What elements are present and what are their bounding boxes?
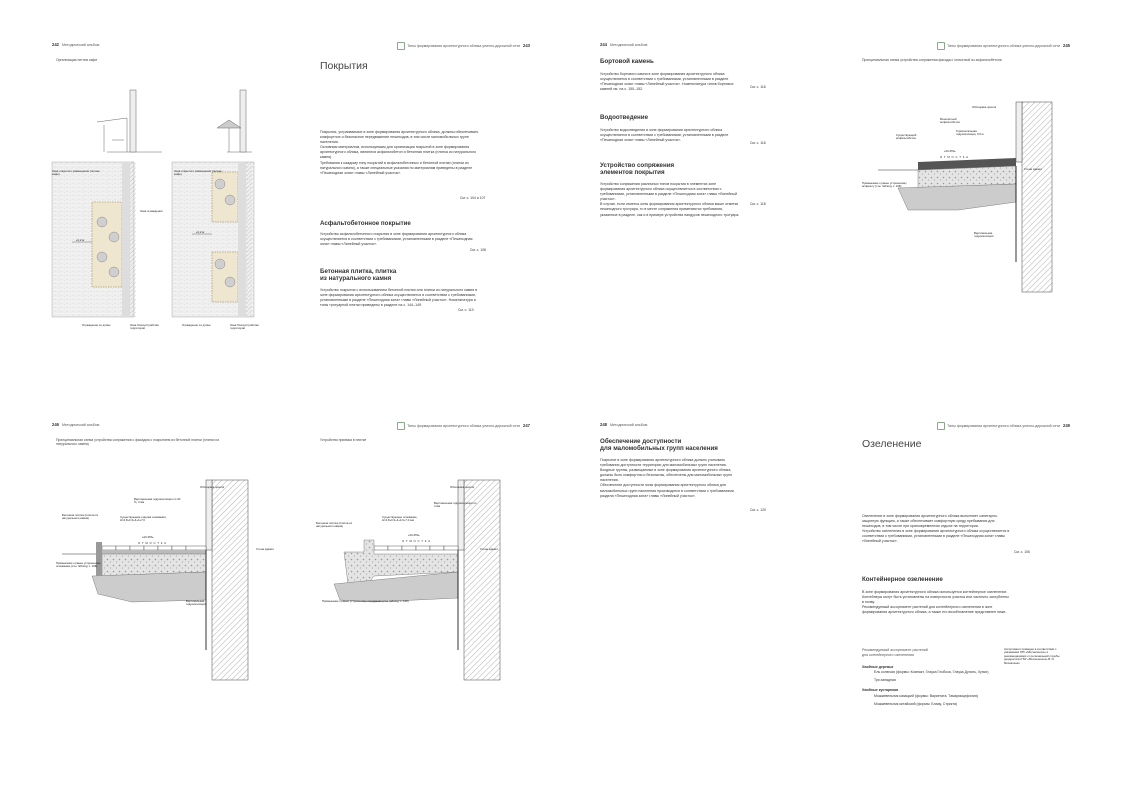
spread-246-247 <box>52 422 530 762</box>
spread-242-243 <box>52 42 530 382</box>
side-reference: См. с. 116 <box>750 85 766 89</box>
side-reference: См. с. 106 <box>1014 550 1030 554</box>
logo-icon <box>397 422 405 430</box>
drawing-label: Вертикальная гидроизоляция <box>974 231 994 239</box>
drawing-label: Вертикальная гидроизоляция <box>186 599 206 607</box>
subsection-title: Контейнерное озеленение <box>862 576 943 583</box>
spread-244-245 <box>600 42 1070 382</box>
page-header <box>396 42 530 52</box>
page-number: 244 <box>600 42 607 47</box>
drawing-label: Существующий асфальтобетон <box>896 133 917 141</box>
drawing-label: Зона открытого размещения (летнее кафе) <box>52 169 100 177</box>
subsection-title: Обеспечение доступности для маломобильных групп населения <box>600 438 718 453</box>
logo-icon <box>937 42 945 50</box>
subsection-title: Бортовой камень <box>600 58 654 65</box>
page-header <box>52 42 99 52</box>
drawing-label: Стена здания <box>480 547 498 551</box>
list-title: Рекомендуемый ассортимент растений для контейнерного озеленения <box>862 648 928 658</box>
page-number: 246 <box>52 422 59 427</box>
side-reference: См. с. 118 <box>750 202 766 206</box>
section-title: Покрытия <box>320 60 368 72</box>
page-header <box>396 422 530 432</box>
subsection-title: Устройство сопряжения элементов покрытия <box>600 162 675 177</box>
figure-caption: Устройство приямка в плитке <box>320 438 367 442</box>
side-reference: См. с. 108 <box>470 248 486 252</box>
slope-label: ≥10-25‰ <box>944 149 956 153</box>
drawing-label: Зона благоустройства территории <box>130 323 159 331</box>
body-text: Устройство бортового камня в зоне формирования архитектурного облика осуществляется в соответствии с требованиями, установленными в разделе «Пешеходная зона» главы «Линейный участок». Номенклатура типов бортовых камней см. на с. 150–152. <box>600 72 734 92</box>
body-text: Покрытие в зоне формирования архитектурного облика должно учитывать требования доступности территории для маломобильных групп населения. Входные группы, размещаемые в зоне формирования архитектурного облика, должны быть комфортны и безопасны, обеспечены для маломобильных групп населения. Обеспечение доступности зоны формирования архитектурного облика для маломобильных групп населения производится в соответствии с требованиями раздела «Пешеходная зона» главы «Линейный участок». <box>600 458 734 498</box>
drawing-label: Зона ограждения <box>140 209 163 213</box>
page-number: 247 <box>523 422 530 428</box>
page-number: 248 <box>600 422 607 427</box>
header-title: Типы формирования архитектурного облика улично-дорожной сети <box>407 423 520 428</box>
subsection-title: Асфальтобетонное покрытие <box>320 220 411 227</box>
list-item: Туя западная <box>874 678 896 683</box>
header-title: Типы формирования архитектурного облика улично-дорожной сети <box>947 423 1060 428</box>
side-note: Ассортимент приведен в соответствии с указаниями ГБУ «Мосзеленхоз» и рекомендациями от региональной службы дендрологии ГБУ «Мосзеленхоз» В. И. Москаленко <box>1004 647 1060 665</box>
otmostka-label: О Т М О С Т К А <box>402 539 431 543</box>
drawing-label: Облицовка цоколя <box>200 485 225 489</box>
figure-caption: Организация летних кафе <box>56 58 98 62</box>
body-text: Покрытия, устраиваемые в зоне формирования архитектурного облика, должны обеспечивать комфортное и безопасное передвижение пешеходов, в том числе маломобильных групп населения. Основным материалом, используемым для организации покрытий в зоне формирования архитектурного облика, являются асфальтобетон и бетонная плитка (плитка из натурального камня). Требования к каждому типу покрытий в асфальтобетонных и бетонной плитки (плитки из натурального камня), а также специальные указания по материалам приведены в разделе «Пешеходная зона» главы «Линейный участок». <box>320 130 479 175</box>
body-text: Устройство водоотведения в зоне формирования архитектурного облика осуществляется в соответствии с требованиями, установленными в разделе «Пешеходная зона» главы «Линейный участок». <box>600 128 729 143</box>
drawing-label: Облицовка цоколя <box>972 105 997 109</box>
page-header <box>600 422 647 432</box>
header-title: Методический альбом <box>62 43 100 47</box>
drawing-label: Существующая отделка основания, Н=4,8+0,3+4+4+7,0 <box>120 515 167 523</box>
header-title: Методический альбом <box>610 423 648 427</box>
dimension-label: ≥1,2 м <box>196 230 205 234</box>
drawing-label: Вертикальная гидроизоляция по 4 мм <box>434 501 477 509</box>
slope-label: ≥10-25‰ <box>142 535 154 539</box>
drawing-label: Горизонтальная гидроизоляция, 0,5 м <box>956 129 984 137</box>
subsection-title: Водоотведение <box>600 114 649 121</box>
slope-label: ≥10-25‰ <box>408 533 420 537</box>
figure-caption: Принципиальная схема устройства сопряжения с фасадом с покрытием из бетонной плитки (плитки из натурального камня) <box>56 438 219 447</box>
otmostka-label: О Т М О С Т К А <box>138 541 167 545</box>
page-number: 242 <box>52 42 59 47</box>
body-text: Устройство асфальтобетонного покрытия в зоне формирования архитектурного облика осуществляется в соответствии с требованиями, установленными в разделе «Пешеходная зона» главы «Линейный участок». <box>320 232 473 247</box>
pit-tile-section <box>314 480 524 680</box>
page-header <box>936 422 1070 432</box>
page-header <box>52 422 99 432</box>
drawing-label: Монолитный асфальтобетон <box>940 117 960 125</box>
figure-caption: Принципиальная схема устройства сопряжения фасада с отмосткой из асфальтобетона <box>862 58 1002 62</box>
facade-tile-section <box>52 480 282 680</box>
body-text: Озеленение в зоне формирования архитектурного облика выполняет санитарно-защитную функцию, а также обеспечивает комфортную среду пребывания для пешеходов, в том числе при кратковременном отдыхе на территории. Устройство озеленения в зоне формирования архитектурного облика осуществляется в соответствии с требованиями, установленными в разделе «Пешеходная зона» главы «Линейный участок». <box>862 514 1010 544</box>
drawing-label: Зона открытого размещения (летнее кафе) <box>174 169 222 177</box>
header-title: Типы формирования архитектурного облика улично-дорожной сети <box>407 43 520 48</box>
cafe-elevation-drawing <box>52 90 282 170</box>
drawing-label: Примыкание к ранее устроенному основанию (сты таблицу с. 108) <box>322 599 409 603</box>
dimension-label: ≥1,2 м <box>76 238 85 242</box>
drawing-label: Вертикальная гидроизоляция по 30 %, 4 мм <box>134 497 181 505</box>
cafe-plan-drawing <box>52 162 282 322</box>
section-title: Озеленение <box>862 438 922 450</box>
drawing-label: Примыкание к ранее устроенному основанию (сты таблицу с. 108) <box>56 561 101 569</box>
header-title: Типы формирования архитектурного облика улично-дорожной сети <box>947 43 1060 48</box>
list-group-title: Хвойные кустарники <box>862 688 899 693</box>
logo-icon <box>937 422 945 430</box>
logo-icon <box>397 42 405 50</box>
side-reference: См. с. 116 <box>750 141 766 145</box>
drawing-label: Ограждение по длине <box>82 323 111 327</box>
page-number: 249 <box>1063 422 1070 428</box>
page-number: 243 <box>523 42 530 48</box>
drawing-label: Стена здания <box>256 547 274 551</box>
list-item: Можжевельник китайский (формы: Блаау, Стрикта) <box>874 701 958 706</box>
list-item: Можжевельник казацкий (формы: Вариегата, Тамарисцифолия) <box>874 693 979 698</box>
drawing-label: Зона благоустройства территории <box>230 323 259 331</box>
drawing-label: Стена здания <box>1024 167 1042 171</box>
plant-list <box>862 664 1012 707</box>
body-text: Устройство сопряжения различных типов покрытия в элементах зоне формирования архитектурного облика осуществляется в соответствии с требованиями, установленными в разделе «Пешеходная зона» главы «Линейный участок». В случае, если отметка зоны формирования архитектурного облика выше отметки пешеходного тротуара, то в месте сопряжения применяются требования, указанные в разделе, как и в примере устройства пандусов пешеходного тротуара. <box>600 182 740 217</box>
drawing-label: Бетонная плитка (плитка из натурального камня) <box>62 513 99 521</box>
body-text: Устройство покрытия с использованием бетонной плитки или плитки из натурального камня в зоне формирования архитектурного облика осуществляется в соответствии с требованиями, установленными в разделе «Пешеходная зона» главы «Линейный участок». Номенклатура и типы тротуарной плитки приведены в разделе на с. 144–149. <box>320 288 478 308</box>
header-title: Методический альбом <box>610 43 648 47</box>
drawing-label: Ограждение по длине <box>182 323 211 327</box>
drawing-label: Существующее основание, Н=4,8+0,3+4+4,6+7,0 мм <box>382 515 418 523</box>
spread-248-249 <box>600 422 1070 762</box>
otmostka-label: О Т М О С Т К А <box>940 155 969 159</box>
side-reference: См. с. 120 <box>750 508 766 512</box>
page-header <box>600 42 647 52</box>
page-number: 245 <box>1063 42 1070 48</box>
drawing-label: Бетонная плитка (плитка из натурального камня) <box>316 521 353 529</box>
list-item: Ель колючая (формы: Компакт, Глаука Глобоза, Глаука Дугаль, Хупси) <box>874 670 989 675</box>
side-reference: См. с. 110 <box>458 308 474 312</box>
drawing-label: Примыкание к ранее устроенному асфальту (сты таблицу с. 108) <box>862 181 907 189</box>
side-reference: См. с. 104 и 107 <box>460 196 486 200</box>
drawing-label: Облицовка цоколя <box>450 485 475 489</box>
header-title: Методический альбом <box>62 423 100 427</box>
list-group-title: Хвойные деревья <box>862 665 894 669</box>
page-header <box>936 42 1070 52</box>
body-text: В зоне формирования архитектурного облика используется контейнерное озеленение. Контейнеры могут быть установлены на поверхности участка или частично заглублены в почву. Рекомендуемый ассортимент растений для контейнерного озеленения в зоне формирования архитектурного облика, а также его возобновление представлен ниже. <box>862 590 1009 615</box>
subsection-title: Бетонная плитка, плитка из натурального камня <box>320 268 397 283</box>
